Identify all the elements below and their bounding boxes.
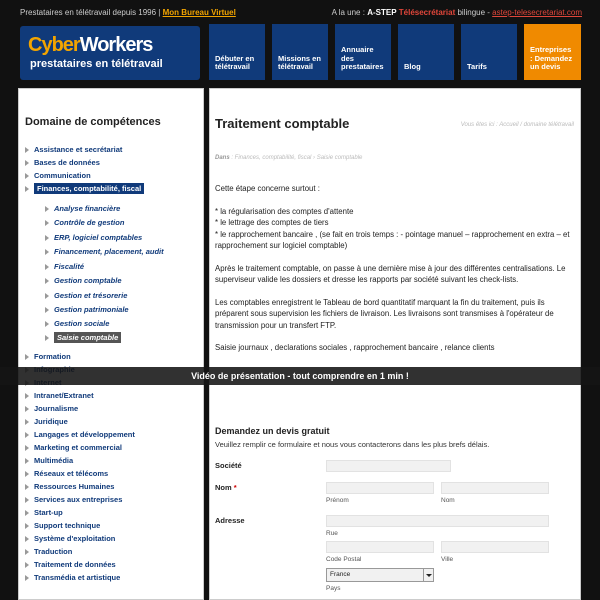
- pays-value: France: [330, 571, 351, 578]
- arrow-icon: [25, 160, 29, 166]
- tagline-text: Prestataires en télétravail depuis 1996 |: [20, 8, 161, 17]
- chevron-down-icon: [423, 569, 433, 581]
- sidebar-item[interactable]: Start-up: [25, 508, 63, 517]
- form-description: Veuillez remplir ce formulaire et nous vous contacterons dans les plus brefs délais.: [215, 440, 490, 449]
- sidebar-item[interactable]: Journalisme: [25, 404, 78, 413]
- breadcrumb: [215, 155, 362, 161]
- arrow-icon: [45, 293, 49, 299]
- arrow-icon: [25, 471, 29, 477]
- arrow-icon: [25, 432, 29, 438]
- breadcrumb-top: Vous êtes ici : Accueil / domaine télétravail: [460, 122, 574, 128]
- sidebar-subitem[interactable]: Contrôle de gestion: [45, 218, 124, 227]
- adresse-label: Adresse: [215, 516, 245, 525]
- video-presentation-bar[interactable]: Vidéo de présentation - tout comprendre en 1 min !: [0, 367, 600, 385]
- top-bar: [0, 0, 600, 22]
- article-body: [215, 183, 575, 365]
- nom-input[interactable]: [441, 482, 549, 494]
- prenom-sublabel: Prénom: [326, 497, 349, 504]
- arrow-icon: [25, 575, 29, 581]
- sidebar-item[interactable]: Assistance et secrétariat: [25, 145, 122, 154]
- sidebar-title: Domaine de compétences: [25, 116, 161, 128]
- sidebar-subitem[interactable]: Gestion sociale: [45, 319, 109, 328]
- sidebar-item[interactable]: Formation: [25, 352, 71, 361]
- arrow-icon: [25, 406, 29, 412]
- headline-highlight: Télésecrétariat: [398, 8, 456, 17]
- top-bar-right: [332, 8, 582, 17]
- arrow-icon: [25, 549, 29, 555]
- arrow-icon: [45, 206, 49, 212]
- nav-tarifs[interactable]: Tarifs: [461, 24, 517, 80]
- rue-input[interactable]: [326, 515, 549, 527]
- arrow-icon: [45, 278, 49, 284]
- nav-devis[interactable]: Entreprises : Demandez un devis: [524, 24, 581, 80]
- sidebar-item[interactable]: Support technique: [25, 521, 100, 530]
- sidebar-item[interactable]: Communication: [25, 171, 91, 180]
- logo-tagline: prestataires en télétravail: [30, 58, 163, 70]
- logo-part2: Workers: [79, 34, 153, 56]
- sidebar-subitem[interactable]: Gestion patrimoniale: [45, 305, 129, 314]
- sidebar-subitem[interactable]: Gestion comptable: [45, 276, 122, 285]
- arrow-icon: [45, 307, 49, 313]
- list-line: * la régularisation des comptes d'attente: [215, 206, 354, 216]
- ville-sublabel: Ville: [441, 556, 454, 563]
- sidebar-item[interactable]: Langages et développement: [25, 430, 135, 439]
- virtual-office-link[interactable]: Mon Bureau Virtuel: [162, 8, 236, 17]
- rue-sublabel: Rue: [326, 530, 338, 537]
- arrow-icon: [25, 354, 29, 360]
- sidebar-item[interactable]: Marketing et commercial: [25, 443, 122, 452]
- breadcrumb-home[interactable]: Dans: [215, 155, 230, 161]
- sidebar-item[interactable]: Multimédia: [25, 456, 73, 465]
- logo-wordmark: [28, 34, 152, 57]
- headline-mid: bilingue -: [455, 8, 493, 17]
- arrow-icon: [25, 393, 29, 399]
- paragraph: Après le traitement comptable, on passe à une dernière mise à jour des différentes centralisations. Le superviseur valide les dossiers et dresse les rapports par société suivant les check-lists.: [215, 263, 566, 284]
- arrow-icon: [45, 264, 49, 270]
- paragraph: Saisie journaux , declarations sociales , rapprochement bancaire , relance clients: [215, 343, 495, 352]
- nav-annuaire[interactable]: Annuaire des prestataires: [335, 24, 391, 80]
- sidebar-item-active[interactable]: Finances, comptabilité, fiscal: [25, 184, 144, 193]
- pays-sublabel: Pays: [326, 585, 341, 592]
- list-line: * le lettrage des comptes de tiers: [215, 218, 329, 227]
- headline-brand: A-STEP: [367, 8, 397, 17]
- nom-sublabel: Nom: [441, 497, 455, 504]
- sidebar-item[interactable]: Réseaux et télécoms: [25, 469, 108, 478]
- societe-label: Société: [215, 461, 242, 470]
- arrow-icon: [45, 321, 49, 327]
- societe-input[interactable]: [326, 460, 451, 472]
- sidebar-subitem-active[interactable]: Saisie comptable: [45, 333, 121, 342]
- sidebar-item[interactable]: Services aux entreprises: [25, 495, 122, 504]
- sidebar-item[interactable]: Traduction: [25, 547, 72, 556]
- paragraph-list: [215, 206, 575, 252]
- prenom-input[interactable]: [326, 482, 434, 494]
- sidebar-subitem[interactable]: Fiscalité: [45, 262, 84, 271]
- arrow-icon: [25, 523, 29, 529]
- sidebar-item[interactable]: Système d'exploitation: [25, 534, 115, 543]
- arrow-icon: [45, 235, 49, 241]
- sidebar-item[interactable]: Traitement de données: [25, 560, 116, 569]
- form-title: Demandez un devis gratuit: [215, 426, 330, 436]
- arrow-icon: [25, 562, 29, 568]
- arrow-icon: [25, 173, 29, 179]
- paragraph: Les comptables enregistrent le Tableau de bord quantitatif marquant la fin du traitement, puis ils préparent sous supervision les fichiers de livraison. Les livraisons sont transmises à l'opérateur de transmission pour un transfert FTP.: [215, 297, 554, 330]
- required-marker: *: [233, 483, 237, 492]
- sidebar-subitem[interactable]: Financement, placement, audit: [45, 247, 164, 256]
- code-postal-input[interactable]: [326, 541, 434, 553]
- sidebar-item[interactable]: Juridique: [25, 417, 68, 426]
- nav-missions[interactable]: Missions en télétravail: [272, 24, 328, 80]
- arrow-icon: [45, 220, 49, 226]
- arrow-icon: [25, 419, 29, 425]
- sidebar-subitem[interactable]: ERP, logiciel comptables: [45, 233, 142, 242]
- arrow-icon: [25, 186, 29, 192]
- arrow-icon: [25, 510, 29, 516]
- sidebar-subitem[interactable]: Analyse financière: [45, 204, 120, 213]
- code-postal-sublabel: Code Postal: [326, 556, 362, 563]
- page-title: Traitement comptable: [215, 116, 350, 131]
- top-bar-left: [20, 8, 236, 17]
- logo-part1: Cyber: [28, 34, 80, 56]
- paragraph: Cette étape concerne surtout :: [215, 184, 320, 193]
- sidebar-item[interactable]: Bases de données: [25, 158, 100, 167]
- breadcrumb-path: : Finances, comptabilité, fiscal › Saisie comptable: [229, 155, 363, 161]
- nom-label: Nom *: [215, 483, 237, 492]
- sidebar-item[interactable]: Transmédia et artistique: [25, 573, 120, 582]
- arrow-icon: [45, 335, 49, 341]
- pays-select[interactable]: [326, 568, 434, 582]
- arrow-icon: [25, 445, 29, 451]
- arrow-icon: [25, 484, 29, 490]
- site-logo[interactable]: [20, 26, 200, 80]
- headline-prefix: A la une :: [331, 8, 368, 17]
- nav-debuter[interactable]: Débuter en télétravail: [209, 24, 265, 80]
- astep-link[interactable]: astep-telesecretariat.com: [492, 8, 582, 17]
- arrow-icon: [45, 249, 49, 255]
- ville-input[interactable]: [441, 541, 549, 553]
- competence-sidebar: [18, 88, 204, 600]
- sidebar-item[interactable]: Intranet/Extranet: [25, 391, 94, 400]
- main-content: [209, 88, 581, 600]
- arrow-icon: [25, 497, 29, 503]
- list-line: * le rapprochement bancaire , (se fait en trois temps : - pointage manuel – rapprochement en extra – et rapprochement sur logiciel comptable): [215, 229, 570, 250]
- sidebar-subitem[interactable]: Gestion et trésorerie: [45, 291, 127, 300]
- arrow-icon: [25, 536, 29, 542]
- arrow-icon: [25, 147, 29, 153]
- arrow-icon: [25, 458, 29, 464]
- nav-blog[interactable]: Blog: [398, 24, 454, 80]
- sidebar-item[interactable]: Ressources Humaines: [25, 482, 114, 491]
